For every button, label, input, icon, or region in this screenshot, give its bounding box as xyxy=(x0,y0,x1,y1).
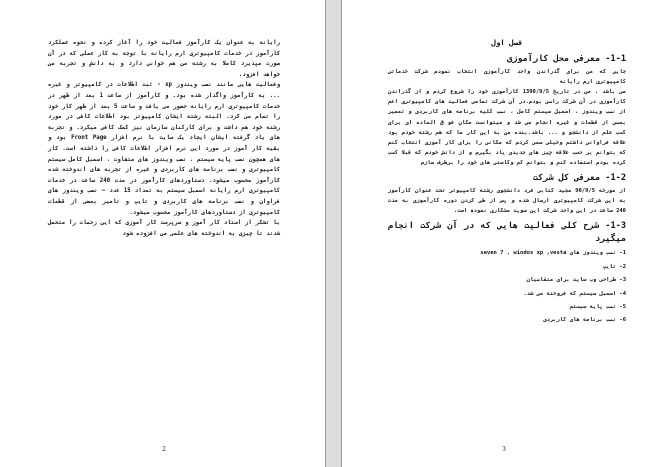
section-1-2-paragraph: از مورخه 90/9/5 مجید کتابی فرد دانشجوی رشته کامپیوتر تحت عنوان کارآموز به این شرکت کامپیوتری ارسال شده و پس از طی کردن دوره کارآموزی به مدت 240 ساعت در این واحد شرکت این سویت مشکاری نمودہ است. xyxy=(388,188,626,215)
section-1-1-paragraph-2: می باشد . من در تاریخ 1390/9/5 کارآموزی خود را شروع کردم و از گذراندن کارآموزی در آن شرکت راضی بودم.در آن شرکت تمامی فعالیت های کامپیوتری اعم از نصب ویندوز ، اسمبل سیستم کامل ، نصب کلیه برنامه های کاربردی و تعمیر بعضی از قطعات و غیره انجام می شد و میتوانست مکان فو ق العاده ای برای کسب علم از دانشجو و ... باشد.بنده من به این کار ما که هم رشته خودم بود علاقه فراوانی داشتم وخیلی سعی کردم که مکانی را برای کار آموزی انتخاب کنم که بتوانم بر حسب علاقه چیز های جدیدی یاد بگیرم و از دانش خودم که قبلا کسب کرده بودم استفاده کنم و بتوانم کم وکاستی های خود را برطرف سازم xyxy=(388,89,626,166)
left-paragraph-2: وفعالیت هایی مانند نصب ویندوز xp - ثبت اطلاعات در کامپیوتر و غیره ... به کارآموز واگذار شده بود. و کارآموز از ساعت 1 بعد از ظهر در خدمات کامپیوتری ارم رایانه حضور می یافت و ساعت 5 بعد از ظهر کار خود را تمام می کرد. البته رشته ایشان کامپیوتر بود اطلاعات کافی در مورد رشته خود هم داشت و برای کارکنان سازمان نیز کمک کافی میکرد. و تجربه های یاد گرفته ایشان ایجاد یک سایت با نرم افزار Front Page بود و بقیه کار آموز در مورد این نرم افزار اطلاعات کافی را داشته است. کار های همچون نصب پایه سیستم ، نصب ویندوز های متفاوت ، اسمبل کامل سیستم کامپیوتری و نصب برنامه های کاربردی و غیره از تجربه های اندوخته شده کارآموز محسوب میشود. دستاوردهای کارآموز در مدت 240 ساعت در خدمات کامپیوتری ارم رایانه اسمبل سیستم به تعداد 15 عدد – نصب ویندوز های فراوان و نصب برنامه های کاربردی و تایپ و تامیر بعضی از قطعات کامپیوتری از دستاوردهای کارآموز محسوب میشود. xyxy=(48,82,281,216)
right-page-body xyxy=(388,38,626,328)
left-page-number: 2 xyxy=(162,446,166,453)
section-heading-1-3: 1-3- شرح کلی فعالیت هایی که در آن شرکت انجام میگیرد xyxy=(388,221,626,245)
activities-list xyxy=(388,247,626,327)
list-item: 1- نصب ویندوز های seven 7 , windos xp ,vesta xyxy=(480,250,626,257)
section-1-1-paragraph-1: جایی که من برای گذراندن واحد کارآموزی انتخاب نمودم شرکت خدماتی کامپیوتری ارم رایانه xyxy=(388,69,626,86)
list-item: 3- طراحی وب سایت برای متقاضیان xyxy=(526,277,626,284)
section-heading-1-2: 1-2- معرفی کل شرکت xyxy=(532,173,626,184)
page-gutter xyxy=(325,0,342,467)
right-page xyxy=(342,0,667,467)
left-page xyxy=(0,0,325,467)
list-item: 6- نصب برنامه های کاربردی xyxy=(543,317,626,324)
chapter-title: فصل اول xyxy=(491,38,523,47)
right-page-number: 3 xyxy=(502,446,506,453)
list-item: 4- اسمبل سیستم که فروخته می شد. xyxy=(523,290,626,297)
left-paragraph-3: با تشکر از استاد کار آموز و سرپرست کار آموزی که این زحمات را متحمل شدند تا چیزی به اندوخته های علمی من افزوده شود xyxy=(48,220,280,237)
section-heading-1-1: 1-1- معرفی محل کارآموزی xyxy=(506,54,626,65)
list-item: 5- نصب پایه سیستم xyxy=(569,303,626,310)
left-page-body xyxy=(48,38,280,239)
list-item: 2- تایپ xyxy=(602,263,626,270)
left-paragraph-1: رایانه به عنوان یک کارآموز فعالیت خود را آغاز کرده و نحوه عملکرد کارآموز در خدمات کامپیوتری ارم رایانه با توجه به کار عملی که در آن صورت مپذیرد کاملا به رشته من هم خوانی دارد و به دانش و تجربه من خواهد افزود. xyxy=(48,40,280,78)
